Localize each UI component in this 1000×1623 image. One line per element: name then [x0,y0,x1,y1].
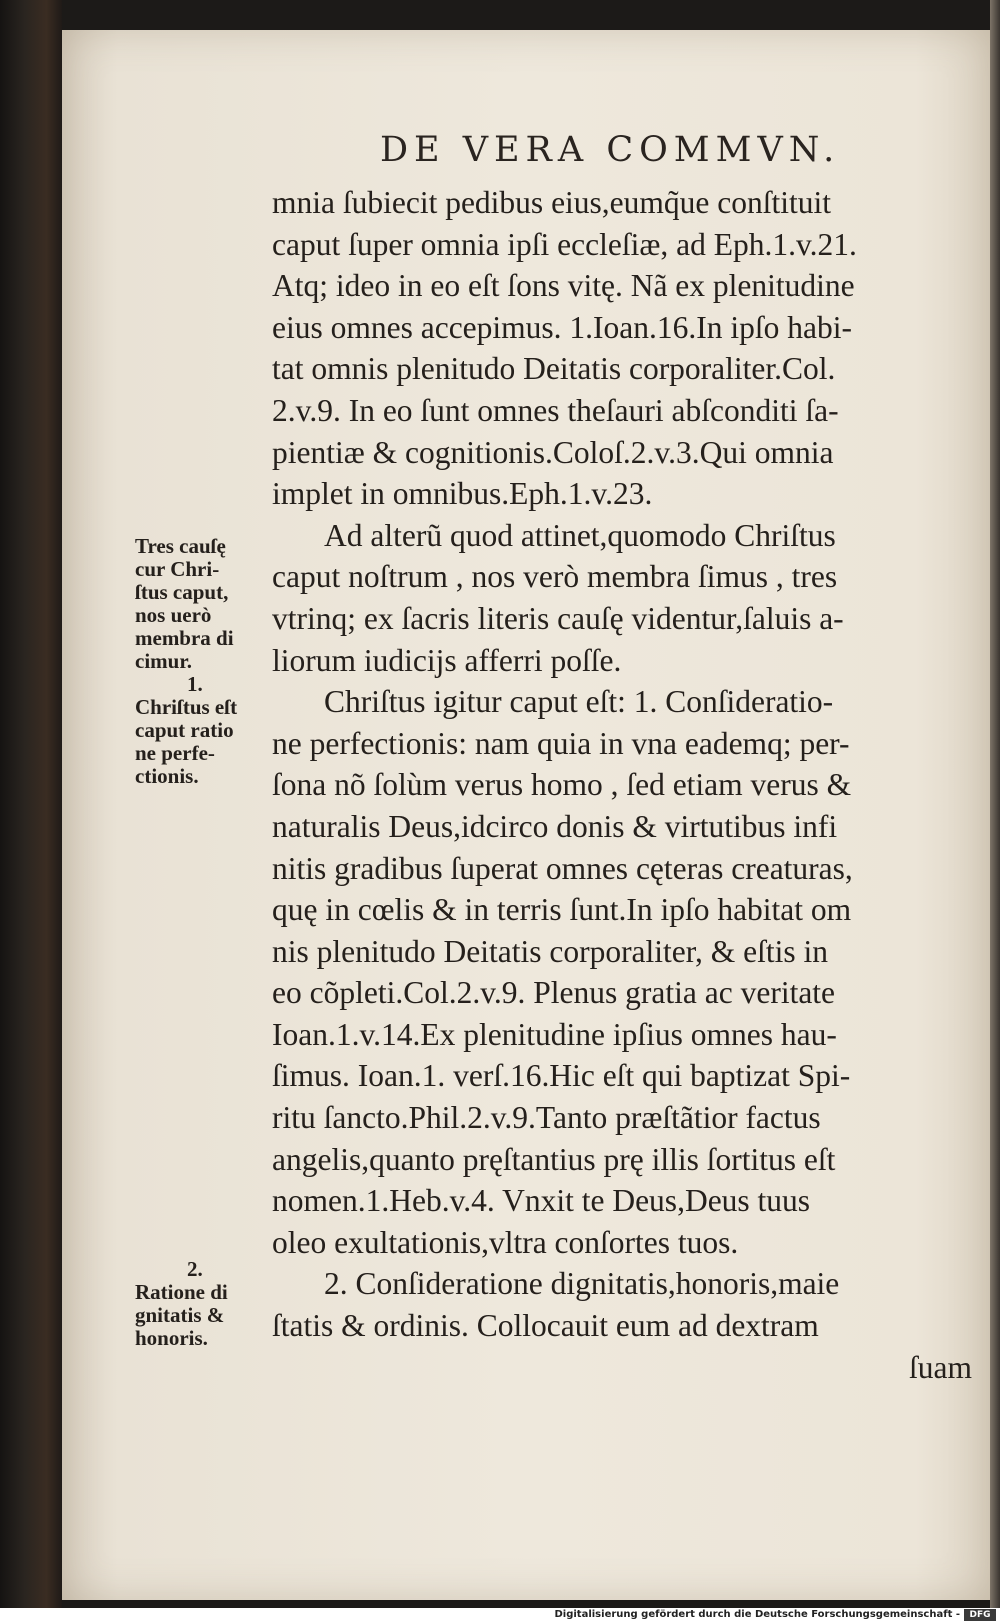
text-line: 2. Conſideratione dignitatis,honoris,maie [324,1266,840,1302]
running-head: DE VERA COMMVN. [380,130,841,170]
text-line: oleo exultationis,vltra conſortes tuos. [272,1224,739,1260]
text-line: ſona nõ ſolùm verus homo , ſed etiam verus & [272,767,852,803]
catchword: ſuam [909,1349,972,1385]
margin-note-line: Ratione di [135,1280,228,1304]
book-cover-edge [0,0,62,1608]
text-line: Atq; ideo in eo eſt ſons vitę. Nã ex plenitudine [272,268,855,304]
text-line: pientiæ & cognitionis.Coloſ.2.v.3.Qui omnia [272,434,834,470]
text-line: eius omnes accepimus. 1.Ioan.16.In ipſo habi- [272,309,852,345]
page-fore-edge [990,0,1000,1608]
text-line: Ad alterũ quod attinet,quomodo Chriſtus [324,517,836,553]
text-line: 2.v.9. In eo ſunt omnes theſauri abſconditi ſa- [272,392,839,428]
margin-note-line: honoris. [135,1326,208,1350]
text-line: nis plenitudo Deitatis corporaliter, & eſtis in [272,933,829,969]
body-text [272,182,972,1388]
text-line: nitis gradibus ſuperat omnes cęteras creaturas, [272,850,853,886]
margin-note-line: ſtus caput, [135,580,229,604]
dfg-logo: DFG [964,1609,996,1621]
margin-note-line: cimur. [135,649,192,673]
text-line: mnia ſubiecit pedibus eius,eumq̃ue conſtituit [272,185,832,220]
footer-credit: Digitalisierung gefördert durch die Deutsche Forschungsgemeinschaft - [554,1609,960,1620]
margin-note-line: nos uerò [135,603,212,627]
text-line: quę in cœlis & in terris ſunt.In ipſo habitat om [272,892,852,928]
text-line: liorum iudicijs afferri poſſe. [272,642,622,678]
margin-note-line: ne perfe- [135,741,215,765]
margin-note-line: 2. [187,1257,203,1281]
text-line: Ioan.1.v.14.Ex plenitudine ipſius omnes hau- [272,1016,837,1052]
margin-note-line: membra di [135,626,234,650]
text-line: ne perfectionis: nam quia in vna eademq; per- [272,725,850,761]
margin-note-line: 1. [187,672,203,696]
margin-note-line: Tres cauſę [135,534,226,558]
text-line: angelis,quanto pręſtantius prę illis ſortitus eſt [272,1141,836,1177]
text-line: naturalis Deus,idcirco donis & virtutibus infi [272,808,838,844]
footer-bar [0,1608,1000,1623]
margin-note-line: caput ratio [135,718,234,742]
margin-note-line: Chriſtus eſt [135,695,238,719]
text-line: implet in omnibus.Eph.1.v.23. [272,476,653,512]
text-line: vtrinq; ex ſacris literis cauſę videntur,ſaluis a- [272,600,844,636]
text-line: nomen.1.Heb.v.4. Vnxit te Deus,Deus tuus [272,1183,811,1219]
margin-note-line: cur Chri- [135,557,220,581]
text-line: ſtatis & ordinis. Collocauit eum ad dextram [272,1308,819,1344]
text-line: caput ſuper omnia ipſi eccleſiæ, ad Eph.1.v.21. [272,226,857,262]
text-line: eo cõpleti.Col.2.v.9. Plenus gratia ac veritate [272,975,836,1011]
text-line: ritu ſancto.Phil.2.v.9.Tanto præſtãtior factus [272,1100,821,1136]
text-line: caput noſtrum , nos verò membra ſimus , tres [272,559,838,595]
text-line: Chriſtus igitur caput eſt: 1. Conſideratio- [324,684,834,720]
margin-note-line: ctionis. [135,764,199,788]
text-line: tat omnis plenitudo Deitatis corporaliter.Col. [272,351,836,387]
text-line: ſimus. Ioan.1. verſ.16.Hic eſt qui baptizat Spi- [272,1058,851,1094]
margin-note-1 [135,535,237,788]
margin-note-2 [135,1258,228,1350]
margin-note-line: gnitatis & [135,1303,225,1327]
